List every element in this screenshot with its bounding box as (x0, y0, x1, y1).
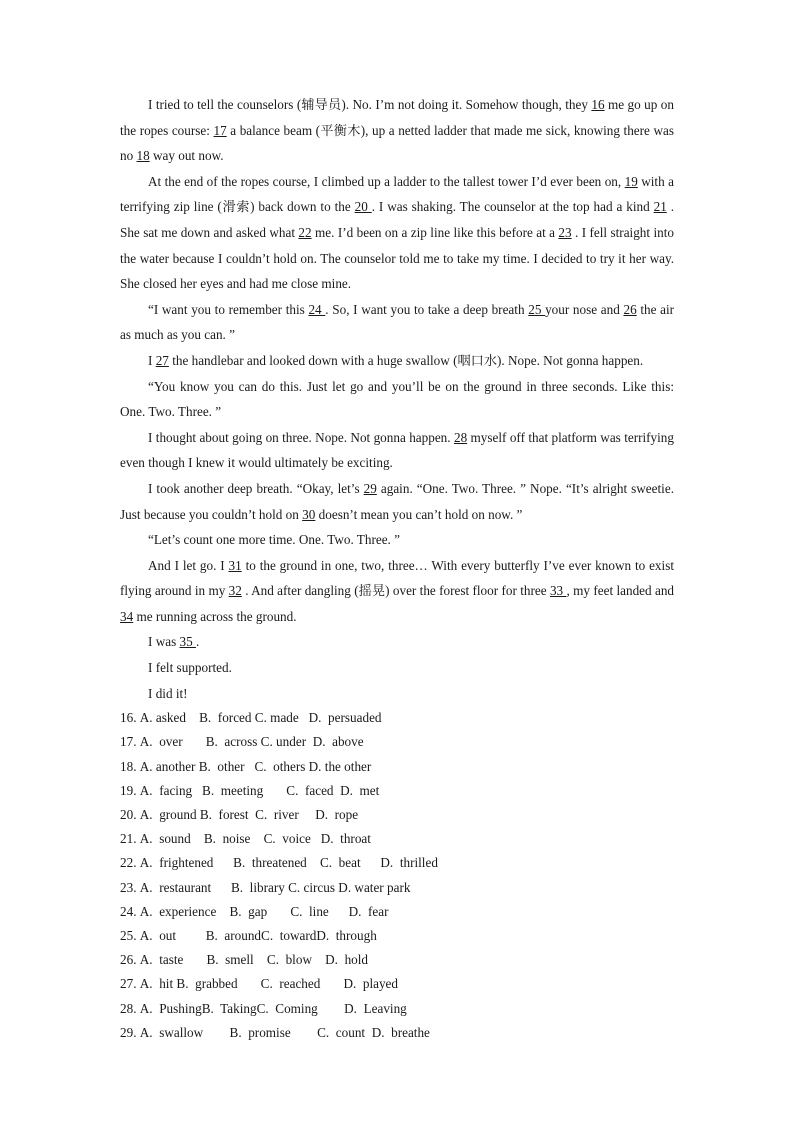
passage-paragraph (120, 629, 674, 655)
passage-text: to the ground in one, two, three… With every butterfly I’ve ever known to exist flying around in my (120, 557, 674, 599)
answer-options (120, 706, 674, 1045)
option-b: B. grabbed (176, 976, 261, 992)
passage-paragraph (120, 655, 674, 681)
passage-text: “Let’s count one more time. One. Two. Three. ” (148, 532, 401, 548)
option-c: C. voice (263, 831, 321, 847)
passage-text: me. I’d been on a zip line like this before at a (311, 224, 559, 240)
blank-number: 17 (213, 122, 227, 138)
passage-text: me go up on the ropes course: (120, 97, 674, 138)
option-c: C. under (260, 734, 313, 750)
option-a: A. over (139, 734, 206, 750)
option-c: C. count (317, 1024, 372, 1040)
option-d: D. through (316, 927, 377, 943)
passage-paragraph (120, 425, 674, 476)
question-options-row (120, 851, 674, 875)
option-a: A. frightened (139, 855, 234, 871)
blank-number: 26 (623, 301, 637, 317)
question-number: 18. (120, 758, 140, 774)
question-options-row (120, 827, 674, 851)
option-b: B. gap (229, 903, 291, 919)
passage-text: . She sat me down and asked what (120, 199, 674, 240)
passage-text: . I was shaking. The counselor at the top had a kind (371, 199, 654, 215)
option-b: B. promise (229, 1024, 318, 1040)
option-b: B. Taking (201, 1000, 257, 1016)
passage-text: doesn’t mean you can’t hold on now. ” (315, 506, 523, 522)
option-d: D. Leaving (344, 1000, 407, 1016)
passage-text: . (195, 634, 200, 650)
passage-text: way out now. (149, 148, 224, 164)
question-options-row (120, 730, 674, 754)
option-c: C. river (255, 807, 316, 822)
blank-number: 25 (528, 301, 546, 317)
question-number: 27. (120, 976, 140, 992)
option-a: A. Pushing (139, 1000, 202, 1016)
question-options-row (120, 948, 674, 972)
option-b: B. threatened (233, 855, 320, 871)
question-options-row (120, 1021, 674, 1045)
option-d: D. breathe (371, 1024, 430, 1040)
passage-text: And I let go. I (148, 557, 229, 573)
question-number: 16. (120, 710, 140, 726)
passage-paragraph (120, 297, 674, 348)
blank-number: 28 (453, 429, 468, 445)
option-d: D. persuaded (308, 710, 382, 726)
passage-text: At the end of the ropes course, I climbed up a ladder to the tallest tower I’d ever been on, (148, 173, 625, 189)
option-c: C. beat (319, 855, 381, 871)
question-options-row (120, 706, 674, 730)
passage-paragraph (120, 169, 674, 297)
option-b: B. other (198, 758, 255, 774)
option-d: D. the other (308, 758, 372, 774)
question-options-row (120, 972, 674, 996)
option-c: C. line (290, 903, 349, 919)
blank-number: 19 (624, 173, 638, 189)
option-d: D. thrilled (380, 855, 438, 871)
question-number: 19. (120, 782, 140, 798)
option-b: B. forest (199, 807, 256, 822)
question-number: 29. (120, 1024, 140, 1040)
option-b: B. across (205, 734, 261, 750)
question-options-row (120, 876, 674, 900)
blank-number: 31 (228, 557, 242, 573)
question-number: 17. (120, 734, 140, 750)
blank-number: 35 (179, 634, 196, 650)
option-d: D. fear (348, 903, 389, 919)
option-b: B. around (205, 927, 262, 943)
passage-paragraph (120, 553, 674, 630)
passage-text: . So, I want you to take a deep breath (325, 301, 529, 317)
option-c: C. blow (266, 952, 326, 968)
document-page (120, 92, 674, 1045)
blank-number: 27 (155, 352, 169, 368)
passage-text: I took another deep breath. “Okay, let’s (148, 480, 364, 496)
passage-paragraph (120, 527, 674, 553)
passage-text: , my feet landed and (566, 583, 675, 599)
option-a: A. hit (139, 976, 177, 992)
passage-text: “I want you to remember this (148, 301, 309, 317)
option-c: C. Coming (256, 1000, 345, 1016)
option-a: A. experience (139, 903, 230, 919)
option-c: C. reached (260, 976, 344, 992)
blank-number: 34 (120, 608, 134, 624)
option-d: D. hold (325, 952, 369, 968)
question-number: 24. (120, 903, 140, 919)
option-a: A. facing (139, 782, 203, 798)
option-a: A. asked (139, 710, 200, 726)
option-b: B. library (230, 879, 289, 895)
passage-paragraph (120, 348, 674, 374)
option-c: C. toward (261, 927, 317, 943)
passage-paragraph (120, 681, 674, 707)
blank-number: 21 (653, 199, 667, 215)
passage-paragraph (120, 374, 674, 425)
option-a: A. ground (139, 807, 200, 822)
question-number: 26. (120, 952, 140, 968)
question-options-row (120, 779, 674, 803)
passage-text: I (148, 352, 156, 368)
option-d: D. rope (315, 807, 359, 822)
question-options-row (120, 900, 674, 924)
passage-text: the air as much as you can. ” (120, 301, 675, 343)
option-a: A. taste (139, 952, 207, 968)
blank-number: 29 (363, 480, 377, 496)
blank-number: 24 (308, 301, 326, 317)
option-a: A. sound (139, 831, 204, 847)
option-a: A. out (139, 927, 206, 943)
option-b: B. forced (199, 710, 255, 726)
passage-text: I thought about going on three. Nope. Not gonna happen. (148, 429, 454, 445)
passage-text: me running across the ground. (133, 608, 297, 624)
passage-text: your nose and (545, 301, 624, 317)
question-options-row (120, 924, 674, 948)
blank-number: 30 (302, 506, 316, 522)
question-number: 28. (120, 1000, 140, 1016)
passage-text: I was (148, 634, 180, 650)
passage-paragraph (120, 92, 674, 169)
passage-paragraph (120, 476, 674, 527)
passage (120, 92, 674, 706)
question-options-row (120, 997, 674, 1021)
option-d: D. water park (338, 879, 411, 895)
option-a: A. another (139, 758, 199, 774)
option-c: C. circus (288, 879, 339, 895)
question-number: 23. (120, 879, 140, 895)
option-d: D. played (343, 976, 399, 992)
option-c: C. made (254, 710, 309, 726)
passage-text: I felt supported. (148, 660, 232, 676)
option-b: B. noise (203, 831, 264, 847)
question-options-row (120, 803, 674, 827)
passage-text: “You know you can do this. Just let go and you’ll be on the ground in three seconds. Like this: One. Two. Three. ” (120, 378, 674, 420)
passage-text: again. “One. Two. Three. ” Nope. “It’s alright sweetie. Just because you couldn’t hold on (120, 480, 674, 522)
option-b: B. meeting (202, 782, 287, 798)
passage-text: the handlebar and looked down with a huge swallow (咽口水). Nope. Not gonna happen. (168, 352, 644, 368)
option-c: C. others (254, 758, 309, 774)
question-number: 25. (120, 927, 140, 943)
option-a: A. swallow (139, 1024, 230, 1040)
blank-number: 33 (549, 583, 567, 599)
option-c: C. faced (286, 782, 341, 798)
passage-text: . And after dangling (摇晃) over the forest floor for three (241, 583, 550, 599)
passage-text: myself off that platform was terrifying even though I knew it would ultimately be exciting. (120, 429, 674, 471)
blank-number: 22 (298, 224, 312, 240)
question-number: 20. (120, 807, 140, 822)
blank-number: 20 (354, 199, 372, 215)
option-d: D. met (340, 782, 380, 798)
passage-text: I tried to tell the counselors (辅导员). No. I’m not doing it. Somehow though, they (148, 97, 592, 112)
question-number: 22. (120, 855, 140, 871)
option-a: A. restaurant (139, 879, 231, 895)
passage-text: I did it! (148, 685, 188, 701)
blank-number: 18 (136, 148, 150, 164)
option-d: D. above (312, 734, 364, 750)
blank-number: 23 (558, 224, 572, 240)
option-b: B. smell (206, 952, 267, 968)
question-number: 21. (120, 831, 140, 847)
option-d: D. throat (320, 831, 371, 847)
passage-text: a balance beam (平衡木), up a netted ladder that made me sick, knowing there was no (120, 122, 674, 164)
question-options-row (120, 755, 674, 779)
blank-number: 16 (591, 97, 605, 112)
passage-text: with a terrifying zip line (滑索) back down to the (120, 173, 674, 215)
passage-text: . I fell straight into the water because I couldn’t hold on. The counselor told me to take my time. I decided to try it her way. She closed her eyes and had me close mine. (120, 224, 674, 292)
blank-number: 32 (228, 583, 242, 599)
